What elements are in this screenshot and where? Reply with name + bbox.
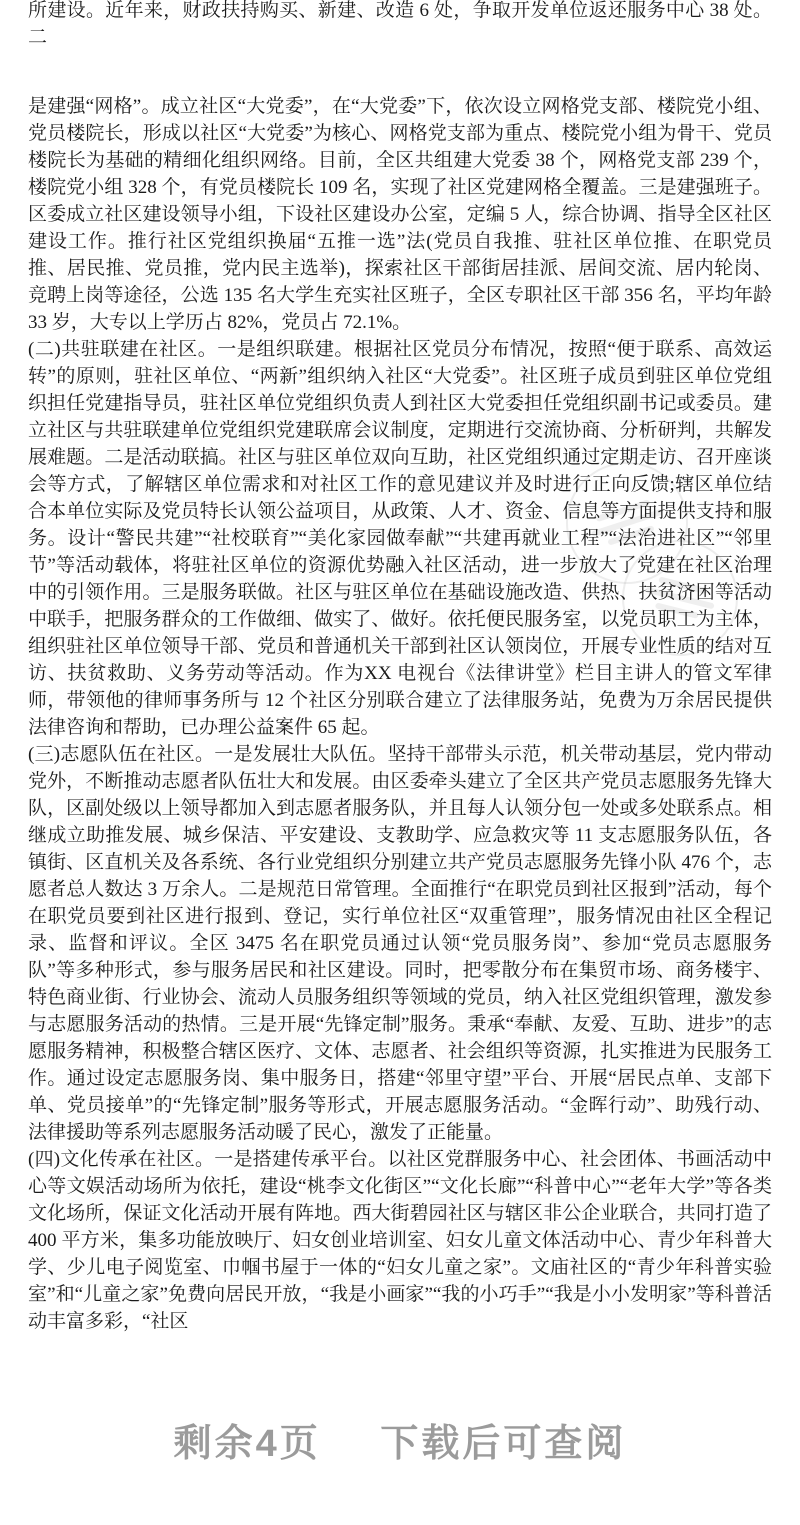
preview-footer [0,1412,800,1467]
paragraph: 所建设。近年来，财政扶持购买、新建、改造 6 处，争取开发单位返还服务中心 38 处。二 [28,0,772,48]
download-hint-label: 下载后可查阅 [380,1423,627,1465]
paragraph: (三)志愿队伍在社区。一是发展壮大队伍。坚持干部带头示范，机关带动基层，党内带动党外，不断推动志愿者队伍壮大和发展。由区委牵头建立了全区共产党员志愿服务先锋大队，区副处级以上领导都加入到志愿者服务队，并且每人认领分包一处或多处联系点。相继成立助推发展、城乡保洁、平安建设、支教助学、应急救灾等 11 支志愿服务队伍，各镇街、区直机关及各系统、各行业党组织分别建立共产党员志愿服务先锋小队 476 个，志愿者总人数达 3 万余人。二是规范日常管理。全面推行“在职党员到社区报到”活动，每个在职党员要到社区进行报到、登记，实行单位社区“双重管理”，服务情况由社区全程记录、监督和评议。全区 3475 名在职党员通过认领“党员服务岗”、参加“党员志愿服务队”等多种形式，参与服务居民和社区建设。同时，把零散分布在集贸市场、商务楼宇、特色商业街、行业协会、流动人员服务组织等领域的党员，纳入社区党组织管理，激发参与志愿服务活动的热情。三是开展“先锋定制”服务。秉承“奉献、友爱、互助、进步”的志愿服务精神，积极整合辖区医疗、文体、志愿者、社会组织等资源，扎实推进为民服务工作。通过设定志愿服务岗、集中服务日，搭建“邻里守望”平台、开展“居民点单、支部下单、党员接单”的“先锋定制”服务等形式，开展志愿服务活动。“金晖行动”、助残行动、法律援助等系列志愿服务活动暖了民心，激发了正能量。 [28,744,772,1143]
pages-remaining-label: 剩余4页 [173,1423,321,1465]
paragraph: 是建强“网格”。成立社区“大党委”，在“大党委”下，依次设立网格党支部、楼院党小组、党员楼院长，形成以社区“大党委”为核心、网格党支部为重点、楼院党小组为骨干、党员楼院长为基础的精细化组织网络。目前，全区共组建大党委 38 个，网格党支部 239 个，楼院党小组 328 个，有党员楼院长 109 名，实现了社区党建网格全覆盖。三是建强班子。区委成立社区建设领导小组，下设社区建设办公室，定编 5 人，综合协调、指导全区社区建设工作。推行社区党组织换届“五推一选”法(党员自我推、驻社区单位推、在职党员推、居民推、党员推，党内民主选举)，探索社区干部街居挂派、居间交流、居内轮岗、竞聘上岗等途径，公选 135 名大学生充实社区班子，全区专职社区干部 356 名，平均年龄 33 岁，大专以上学历占 82%，党员占 72.1%。 [28,96,772,333]
paragraph: (二)共驻联建在社区。一是组织联建。根据社区党员分布情况，按照“便于联系、高效运转”的原则，驻社区单位、“两新”组织纳入社区“大党委”。社区班子成员到驻区单位党组织担任党建指导员，驻社区单位党组织负责人到社区大党委担任党组织副书记或委员。建立社区与共驻联建单位党组织党建联席会议制度，定期进行交流协商、分析研判，共解发展难题。二是活动联搞。社区与驻区单位双向互助，社区党组织通过定期走访、召开座谈会等方式，了解辖区单位需求和对社区工作的意见建议并及时进行正向反馈;辖区单位结合本单位实际及党员特长认领公益项目，从政策、人才、资金、信息等方面提供支持和服务。设计“警民共建”“社校联育”“美化家园做奉献”“共建再就业工程”“法治进社区”“邻里节”等活动载体，将驻社区单位的资源优势融入社区活动，进一步放大了党建在社区治理中的引领作用。三是服务联做。社区与驻区单位在基础设施改造、供热、扶贫济困等活动中联手，把服务群众的工作做细、做实了、做好。依托便民服务室，以党员职工为主体，组织驻社区单位领导干部、党员和普通机关干部到社区认领岗位，开展专业性质的结对互访、扶贫救助、义务劳动等活动。作为XX 电视台《法律讲堂》栏目主讲人的管文军律师，带领他的律师事务所与 12 个社区分别联合建立了法律服务站，免费为万余居民提供法律咨询和帮助，已办理公益案件 65 起。 [28,339,772,738]
paragraph: (四)文化传承在社区。一是搭建传承平台。以社区党群服务中心、社会团体、书画活动中心等文娱活动场所为依托，建设“桃李文化街区”“文化长廊”“科普中心”“老年大学”等各类文化场所，保证文化活动开展有阵地。西大街碧园社区与辖区非公企业联合，共同打造了 400 平方米，集多功能放映厅、妇女创业培训室、妇女儿童文体活动中心、青少年科普大学、少儿电子阅览室、巾帼书屋于一体的“妇女儿童之家”。文庙社区的“青少年科普实验室”和“儿童之家”免费向居民开放，“我是小画家”“我的小巧手”“我是小小发明家”等科普活动丰富多彩，“社区 [28,1149,772,1332]
